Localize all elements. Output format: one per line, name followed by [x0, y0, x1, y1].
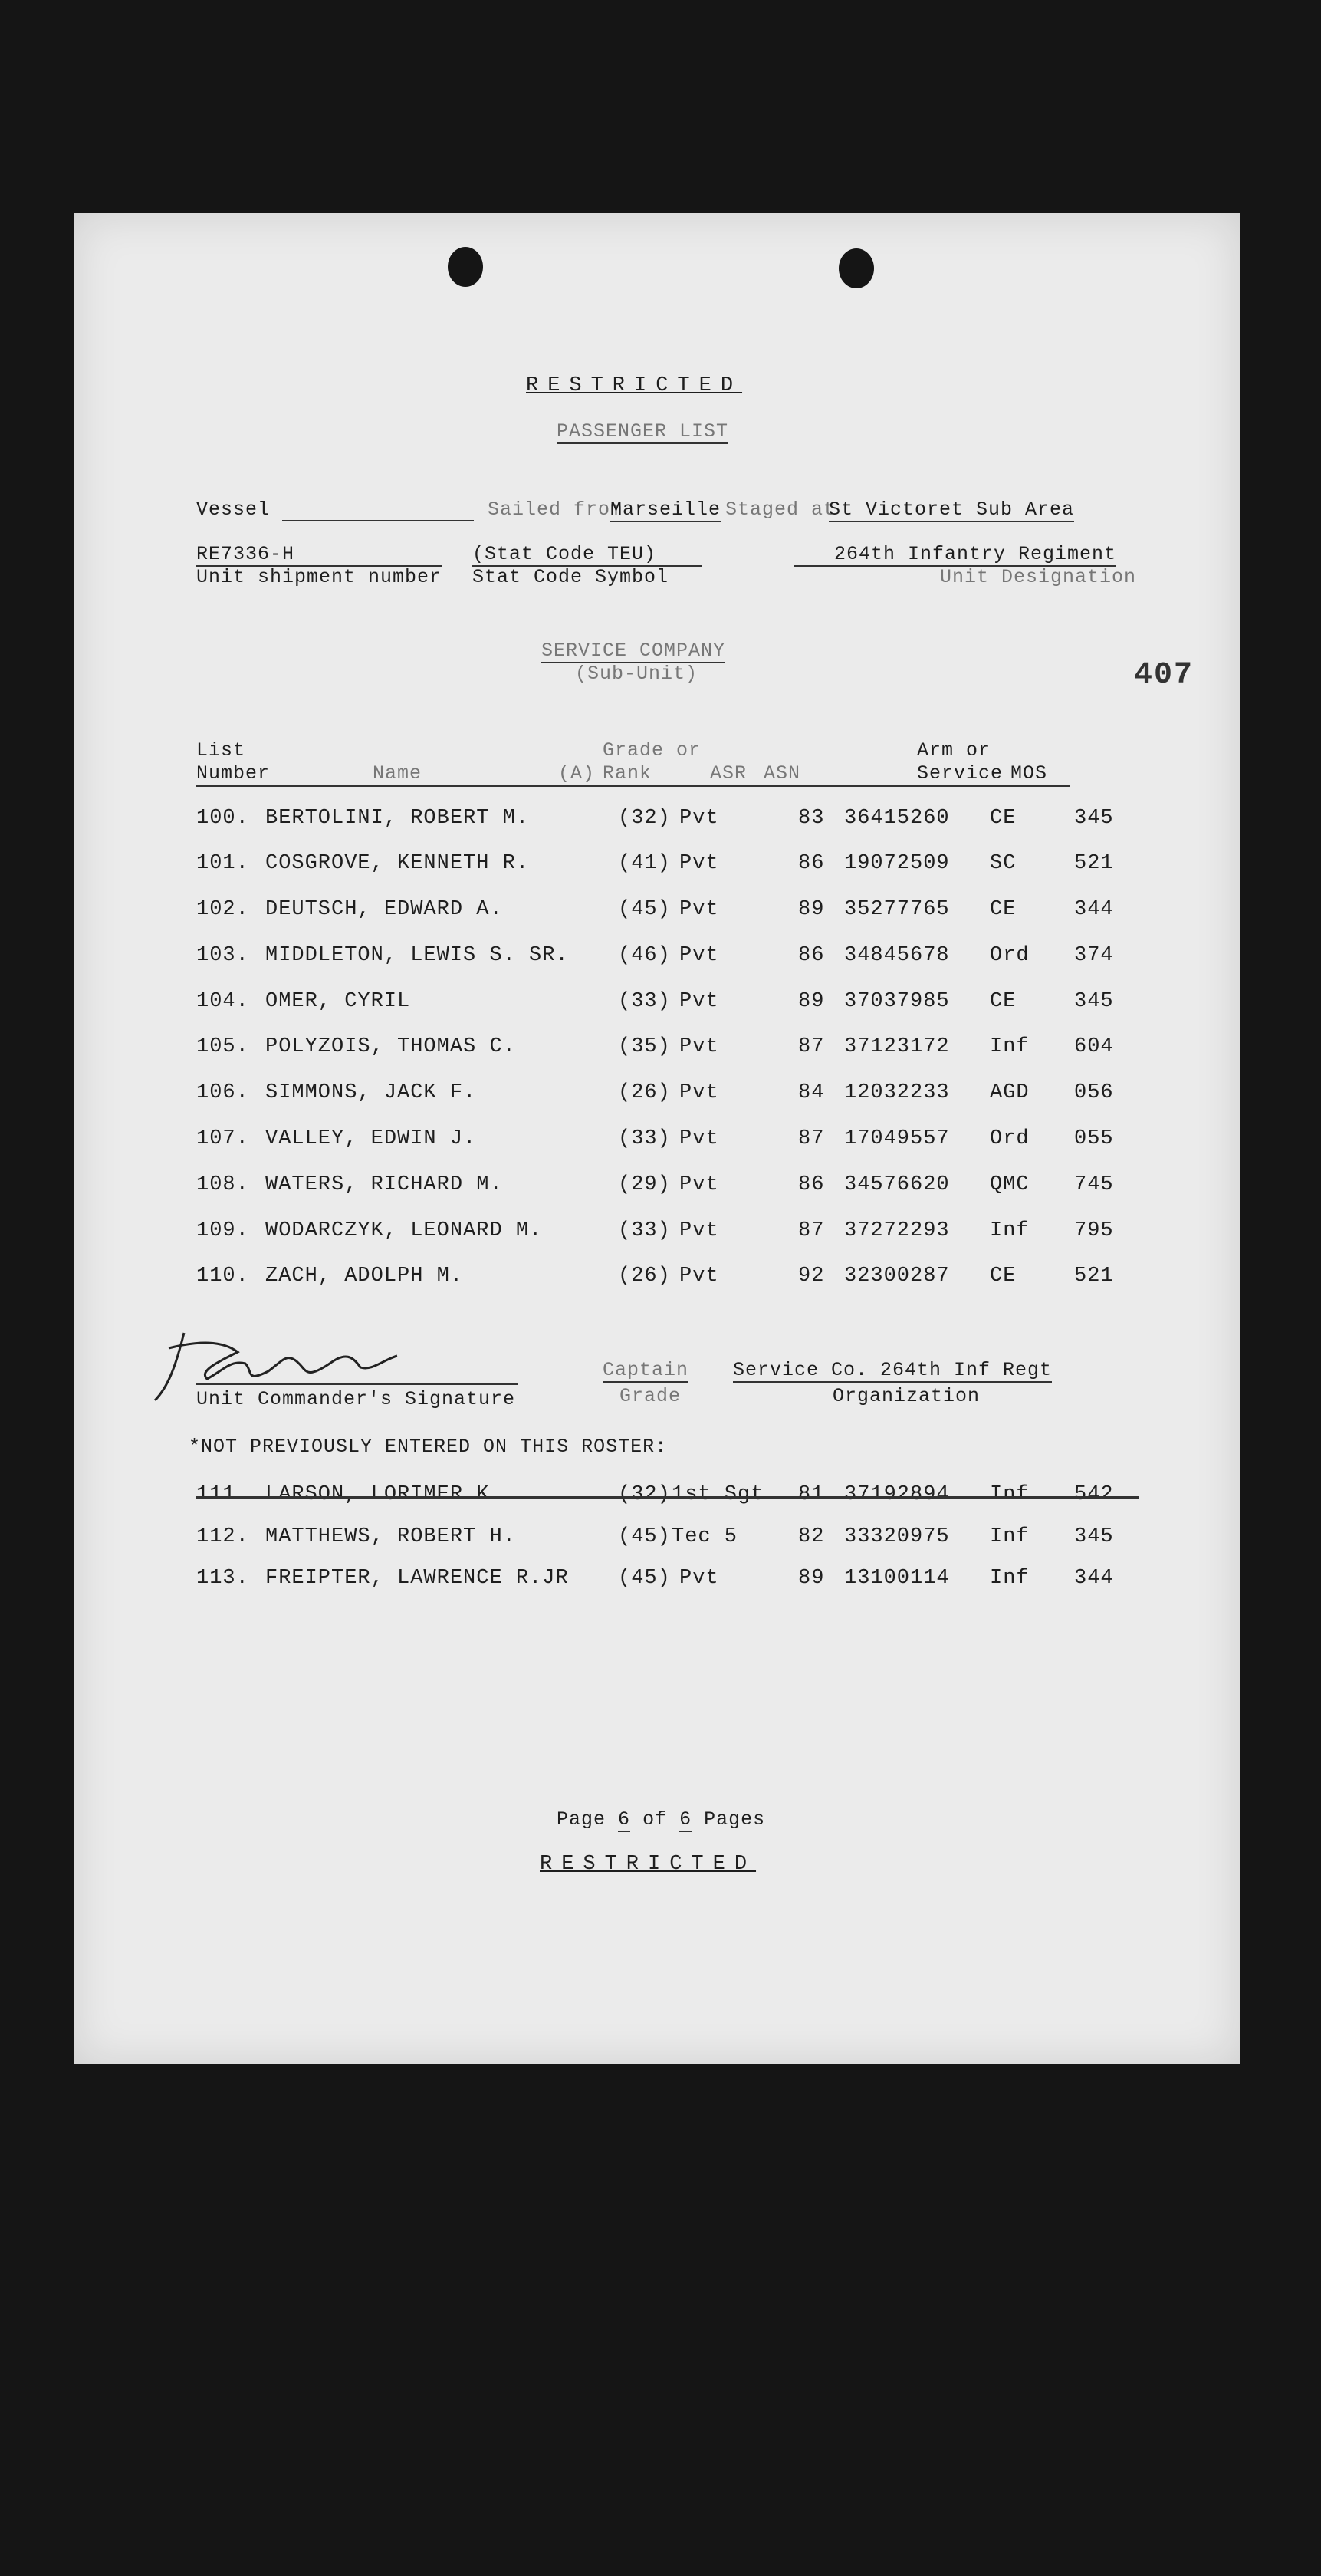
- cell-grade: Tec 5: [672, 1525, 738, 1548]
- punch-hole: [839, 248, 874, 288]
- pages-label: Pages: [704, 1808, 766, 1831]
- col-arm-line2: Service: [917, 762, 1004, 785]
- table-row: [196, 1483, 1193, 1514]
- cell-mos: 056: [1074, 1081, 1114, 1104]
- cell-asn: 34576620: [844, 1173, 950, 1196]
- table-row: [196, 807, 1193, 837]
- cell-asn: 35277765: [844, 898, 950, 921]
- cell-arm: SC: [990, 852, 1017, 875]
- strikethrough-line: [196, 1496, 1139, 1499]
- unit-shipment-number: RE7336-H: [196, 543, 442, 567]
- cell-grade: Pvt: [679, 807, 719, 830]
- cell-asn: 37272293: [844, 1219, 950, 1242]
- cell-age: (32): [618, 1483, 671, 1506]
- table-row: [196, 1525, 1193, 1556]
- organization-value: Service Co. 264th Inf Regt: [733, 1359, 1053, 1381]
- cell-asn: 12032233: [844, 1081, 950, 1104]
- cell-name: SIMMONS, JACK F.: [265, 1081, 477, 1104]
- cell-arm: Inf: [990, 1219, 1030, 1242]
- cell-asr: 89: [798, 1567, 825, 1590]
- organization-label: Organization: [833, 1385, 981, 1407]
- cell-grade: Pvt: [679, 1567, 719, 1590]
- cell-grade: 1st Sgt: [672, 1483, 764, 1506]
- table-row: [196, 1173, 1193, 1204]
- page-number-stamp: 407: [1133, 658, 1194, 693]
- cell-asn: 33320975: [844, 1525, 950, 1548]
- restricted-footer: RESTRICTED: [540, 1853, 757, 1876]
- table-row: [196, 944, 1193, 975]
- staged-at-label: Staged at: [725, 498, 836, 521]
- col-name: Name: [373, 762, 422, 785]
- cell-arm: Inf: [990, 1525, 1030, 1548]
- list-title: PASSENGER LIST: [557, 420, 729, 442]
- sailed-from-label: Sailed from: [488, 498, 623, 521]
- cell-name: MATTHEWS, ROBERT H.: [265, 1525, 516, 1548]
- col-mos: MOS: [1010, 762, 1048, 785]
- cell-arm: QMC: [990, 1173, 1030, 1196]
- cell-arm: CE: [990, 898, 1017, 921]
- cell-age: (32): [618, 807, 671, 830]
- cell-name: BERTOLINI, ROBERT M.: [265, 807, 530, 830]
- cell-asr: 89: [798, 990, 825, 1013]
- cell-mos: 795: [1074, 1219, 1114, 1242]
- cell-name: POLYZOIS, THOMAS C.: [265, 1035, 516, 1058]
- cell-name: MIDDLETON, LEWIS S. SR.: [265, 944, 569, 967]
- punch-hole: [448, 247, 483, 287]
- col-list-line1: List: [196, 739, 246, 762]
- cell-name: ZACH, ADOLPH M.: [265, 1265, 464, 1288]
- cell-number: 112.: [196, 1525, 249, 1548]
- col-arm-line1: Arm or: [917, 739, 991, 762]
- table-row: [196, 1567, 1193, 1597]
- table-row: [196, 1265, 1193, 1295]
- cell-number: 109.: [196, 1219, 249, 1242]
- cell-grade: Pvt: [679, 1173, 719, 1196]
- restricted-heading: RESTRICTED: [526, 374, 743, 397]
- cell-mos: 374: [1074, 944, 1114, 967]
- signature-label: Unit Commander's Signature: [196, 1388, 516, 1410]
- cell-arm: Ord: [990, 1127, 1030, 1150]
- cell-name: FREIPTER, LAWRENCE R.JR: [265, 1567, 569, 1590]
- cell-mos: 345: [1074, 807, 1114, 830]
- cell-grade: Pvt: [679, 1081, 719, 1104]
- cell-name: VALLEY, EDWIN J.: [265, 1127, 477, 1150]
- cell-number: 106.: [196, 1081, 249, 1104]
- staged-at-value: St Victoret Sub Area: [829, 498, 1075, 521]
- cell-asn: 37037985: [844, 990, 950, 1013]
- cell-arm: CE: [990, 990, 1017, 1013]
- page-indicator: [557, 1808, 765, 1831]
- cell-age: (29): [618, 1173, 671, 1196]
- table-row: [196, 898, 1193, 929]
- cell-name: WATERS, RICHARD M.: [265, 1173, 503, 1196]
- cell-arm: CE: [990, 807, 1017, 830]
- vessel-label: Vessel: [196, 498, 271, 521]
- cell-asr: 84: [798, 1081, 825, 1104]
- stat-code: (Stat Code TEU): [472, 543, 702, 567]
- sub-unit-label: (Sub-Unit): [575, 663, 698, 685]
- table-row: [196, 990, 1193, 1021]
- col-list-line2: Number: [196, 762, 271, 785]
- cell-grade: Pvt: [679, 944, 719, 967]
- cell-grade: Pvt: [679, 1035, 719, 1058]
- cell-grade: Pvt: [679, 898, 719, 921]
- cell-asr: 86: [798, 852, 825, 875]
- cell-asn: 32300287: [844, 1265, 950, 1288]
- cell-asr: 87: [798, 1035, 825, 1058]
- cell-asr: 86: [798, 1173, 825, 1196]
- cell-name: COSGROVE, KENNETH R.: [265, 852, 530, 875]
- cell-number: 103.: [196, 944, 249, 967]
- cell-mos: 745: [1074, 1173, 1114, 1196]
- cell-mos: 542: [1074, 1483, 1114, 1506]
- col-asn: ASN: [764, 762, 801, 785]
- vessel-blank: [282, 520, 474, 521]
- page-total: 6: [679, 1808, 692, 1831]
- cell-number: 113.: [196, 1567, 249, 1590]
- cell-grade: Pvt: [679, 852, 719, 875]
- cell-age: (33): [618, 990, 671, 1013]
- cell-age: (41): [618, 852, 671, 875]
- cell-number: 105.: [196, 1035, 249, 1058]
- cell-number: 104.: [196, 990, 249, 1013]
- cell-age: (45): [618, 898, 671, 921]
- grade-value: Captain: [603, 1359, 689, 1381]
- cell-number: 111.: [196, 1483, 249, 1506]
- cell-grade: Pvt: [679, 1127, 719, 1150]
- col-asr: ASR: [710, 762, 748, 785]
- cell-mos: 521: [1074, 852, 1114, 875]
- table-row: [196, 1219, 1193, 1250]
- cell-mos: 345: [1074, 1525, 1114, 1548]
- document-page: [74, 213, 1240, 2064]
- company-name: SERVICE COMPANY: [541, 640, 726, 662]
- cell-mos: 345: [1074, 990, 1114, 1013]
- col-age: (A): [558, 762, 596, 785]
- cell-grade: Pvt: [679, 1219, 719, 1242]
- cell-asr: 83: [798, 807, 825, 830]
- cell-number: 101.: [196, 852, 249, 875]
- header-rule: [196, 785, 1070, 787]
- cell-age: (33): [618, 1219, 671, 1242]
- cell-age: (26): [618, 1081, 671, 1104]
- cell-mos: 521: [1074, 1265, 1114, 1288]
- cell-name: DEUTSCH, EDWARD A.: [265, 898, 503, 921]
- cell-asr: 86: [798, 944, 825, 967]
- col-grade-line1: Grade or: [603, 739, 702, 762]
- cell-asn: 37123172: [844, 1035, 950, 1058]
- cell-asn: 13100114: [844, 1567, 950, 1590]
- cell-number: 107.: [196, 1127, 249, 1150]
- unit-designation-label: Unit Designation: [940, 566, 1137, 588]
- cell-asn: 36415260: [844, 807, 950, 830]
- cell-arm: Inf: [990, 1483, 1030, 1506]
- cell-asr: 82: [798, 1525, 825, 1548]
- unit-shipment-label: Unit shipment number: [196, 566, 442, 588]
- cell-age: (35): [618, 1035, 671, 1058]
- cell-age: (45): [618, 1567, 671, 1590]
- cell-mos: 055: [1074, 1127, 1114, 1150]
- cell-number: 102.: [196, 898, 249, 921]
- table-row: [196, 852, 1193, 883]
- cell-name: WODARCZYK, LEONARD M.: [265, 1219, 543, 1242]
- cell-name: LARSON, LORIMER K.: [265, 1483, 503, 1506]
- cell-age: (26): [618, 1265, 671, 1288]
- cell-asn: 34845678: [844, 944, 950, 967]
- cell-age: (46): [618, 944, 671, 967]
- cell-age: (33): [618, 1127, 671, 1150]
- table-row: [196, 1127, 1193, 1158]
- cell-asr: 81: [798, 1483, 825, 1506]
- table-row: [196, 1035, 1193, 1066]
- cell-arm: CE: [990, 1265, 1017, 1288]
- cell-mos: 344: [1074, 1567, 1114, 1590]
- cell-arm: AGD: [990, 1081, 1030, 1104]
- table-row: [196, 1081, 1193, 1112]
- cell-grade: Pvt: [679, 990, 719, 1013]
- cell-number: 108.: [196, 1173, 249, 1196]
- stat-code-label: Stat Code Symbol: [472, 566, 669, 588]
- of-label: of: [642, 1808, 668, 1831]
- cell-mos: 344: [1074, 898, 1114, 921]
- cell-asr: 92: [798, 1265, 825, 1288]
- cell-asn: 17049557: [844, 1127, 950, 1150]
- cell-age: (45): [618, 1525, 671, 1548]
- col-grade-line2: Rank: [603, 762, 652, 785]
- page-current: 6: [618, 1808, 631, 1831]
- cell-asr: 87: [798, 1219, 825, 1242]
- cell-number: 110.: [196, 1265, 249, 1288]
- cell-mos: 604: [1074, 1035, 1114, 1058]
- sailed-from-value: Marseille: [610, 498, 721, 521]
- cell-name: OMER, CYRIL: [265, 990, 411, 1013]
- cell-asn: 37192894: [844, 1483, 950, 1506]
- grade-label: Grade: [619, 1385, 682, 1407]
- cell-asr: 87: [798, 1127, 825, 1150]
- cell-asr: 89: [798, 898, 825, 921]
- page-label: Page: [557, 1808, 606, 1831]
- cell-asn: 19072509: [844, 852, 950, 875]
- cell-arm: Inf: [990, 1035, 1030, 1058]
- unit-designation: 264th Infantry Regiment: [794, 543, 1116, 567]
- cell-arm: Inf: [990, 1567, 1030, 1590]
- cell-grade: Pvt: [679, 1265, 719, 1288]
- cell-number: 100.: [196, 807, 249, 830]
- addendum-title: *NOT PREVIOUSLY ENTERED ON THIS ROSTER:: [189, 1436, 668, 1458]
- cell-arm: Ord: [990, 944, 1030, 967]
